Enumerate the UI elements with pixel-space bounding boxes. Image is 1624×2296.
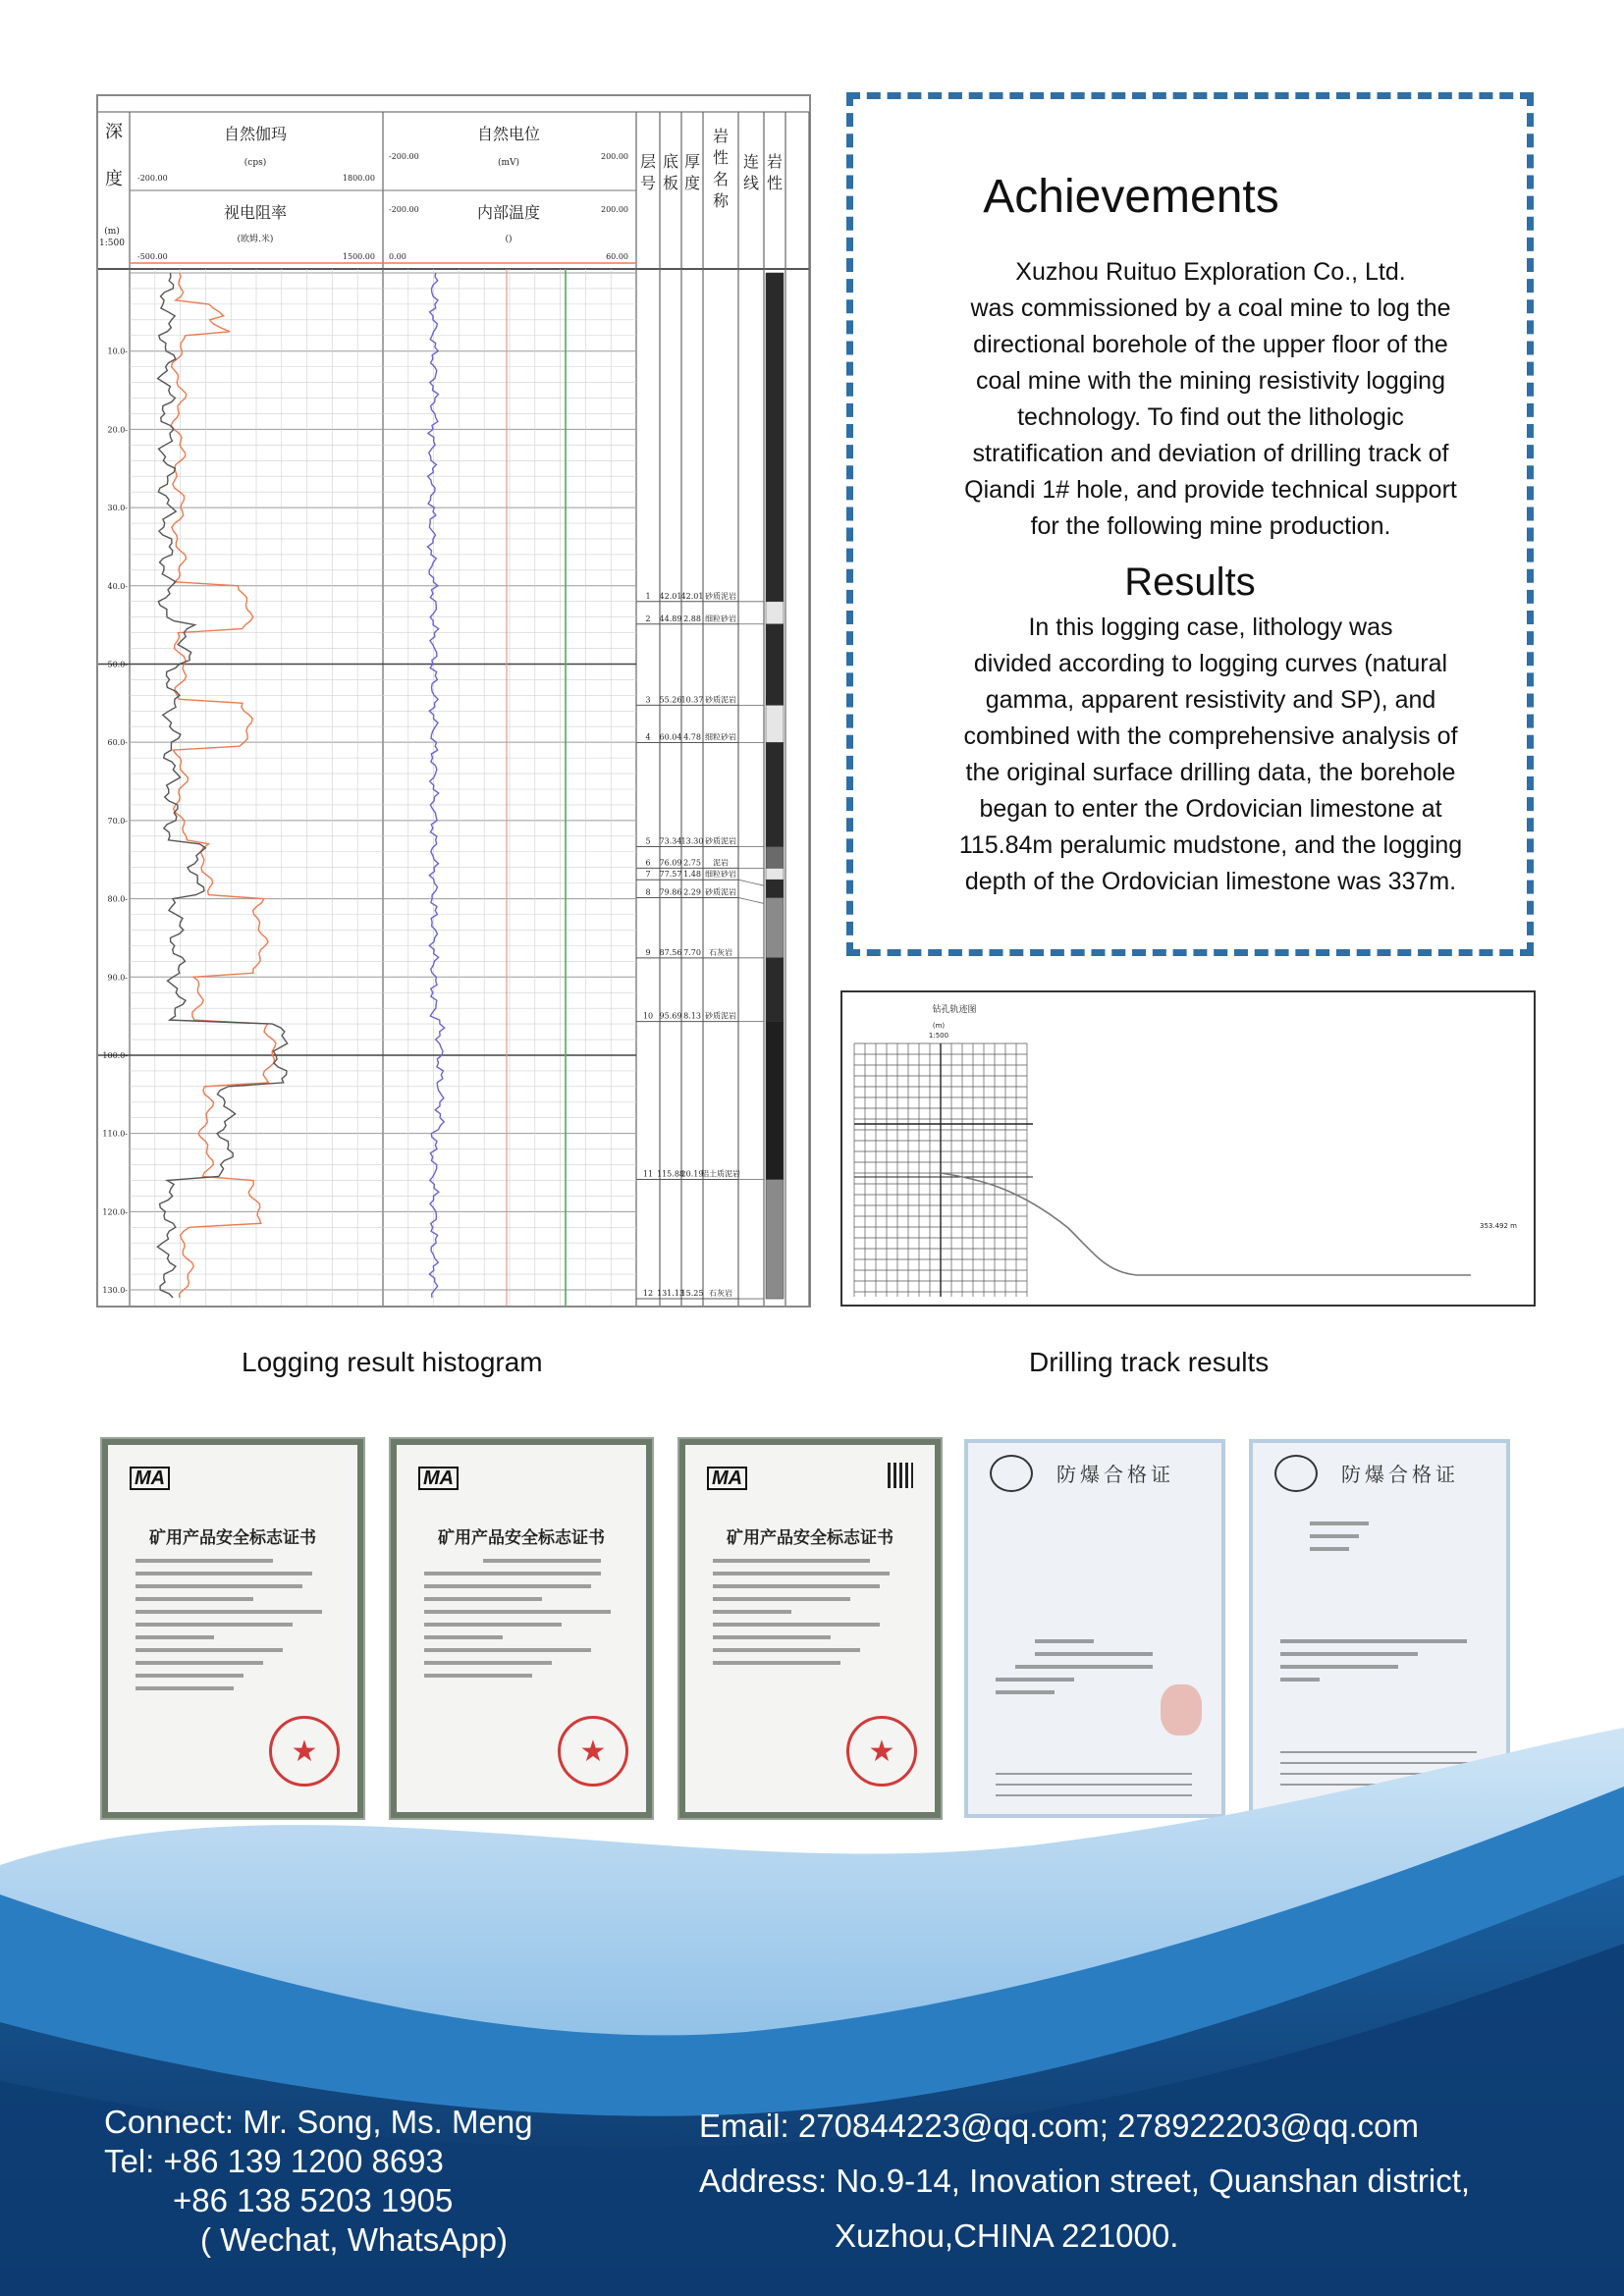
- layer-thick: 20.19: [680, 1169, 704, 1179]
- depth-header: 深: [105, 122, 123, 142]
- results-line: the original surface drilling data, the borehole: [965, 759, 1456, 786]
- column-header-lithology_name: 名: [712, 170, 730, 188]
- depth-tick-label: 70.0-: [107, 816, 128, 826]
- certificate-text-lines: [1280, 1522, 1477, 1560]
- depth-tick-label: 50.0-: [107, 660, 128, 669]
- temp-min: 0.00: [389, 252, 406, 261]
- column-header-connect: 连: [742, 152, 760, 171]
- layer-no: 8: [645, 887, 651, 897]
- layer-name: 砂质泥岩: [705, 836, 736, 846]
- resistivity-unit: (欧姆.米): [237, 235, 274, 244]
- logging-histogram: [96, 94, 811, 1308]
- results-text: [906, 610, 1515, 900]
- layer-bottom: 76.09: [659, 858, 682, 868]
- layer-no: 10: [642, 1011, 654, 1021]
- sp-curve: [427, 273, 444, 1298]
- track-title: 钻孔轨迹图: [932, 1005, 977, 1015]
- achievements-title: Achievements: [983, 171, 1279, 223]
- temp-max: 60.00: [606, 252, 628, 261]
- layer-no: 12: [642, 1289, 654, 1299]
- achievements-line: Qiandi 1# hole, and provide technical support: [964, 476, 1457, 504]
- depth-tick-label: 110.0-: [102, 1129, 128, 1139]
- certificate-title: 矿用产品安全标志证书: [727, 1528, 893, 1548]
- results-line: depth of the Ordovician limestone was 337m.: [964, 868, 1457, 895]
- column-header-thickness: 度: [683, 174, 701, 192]
- results-line: 115.84m peralumic mudstone, and the logging: [958, 831, 1463, 859]
- gamma-curve: [171, 273, 276, 1298]
- layer-bottom: 42.01: [659, 591, 682, 601]
- temp-min-a: -200.00: [389, 205, 419, 214]
- lithology-pattern: [766, 958, 784, 1022]
- column-header-thickness: 厚: [683, 152, 701, 171]
- contact-names: Connect: Mr. Song, Ms. Meng: [104, 2104, 533, 2140]
- results-line: gamma, apparent resistivity and SP), and: [985, 686, 1436, 714]
- column-header-lithology_name: 称: [712, 191, 730, 210]
- depth-unit: (m): [104, 227, 120, 237]
- layer-name: 砂质泥岩: [705, 695, 736, 705]
- results-line: In this logging case, lithology was: [1028, 614, 1393, 641]
- address-line-2: Xuzhou,CHINA 221000.: [835, 2217, 1179, 2254]
- messaging-apps: ( Wechat, WhatsApp): [200, 2221, 509, 2258]
- layer-no: 6: [645, 858, 651, 868]
- track-end-label: 353.492 m: [1480, 1222, 1517, 1230]
- explosion-proof-logo-icon: [1274, 1455, 1318, 1492]
- address-line-1: Address: No.9-14, Inovation street, Quanshan district,: [699, 2163, 1471, 2199]
- connect-line: [738, 897, 764, 903]
- resistivity-min: -500.00: [137, 252, 168, 261]
- results-line: combined with the comprehensive analysis of: [963, 722, 1458, 750]
- depth-header: 度: [105, 169, 123, 189]
- logging-histogram-svg: [98, 96, 813, 1309]
- qr-code-icon: [888, 1463, 913, 1488]
- depth-tick-label: 20.0-: [107, 425, 128, 435]
- layer-no: 3: [645, 695, 651, 705]
- column-header-layer: 层: [639, 152, 657, 171]
- ma-logo: MA: [130, 1467, 170, 1490]
- gamma-unit: (cps): [244, 158, 267, 168]
- layer-name: 细粒砂岩: [705, 870, 736, 880]
- depth-tick-label: 100.0-: [102, 1050, 128, 1060]
- depth-tick-label: 40.0-: [107, 581, 128, 591]
- layer-name: 砂质泥岩: [705, 591, 736, 601]
- histogram-caption: Logging result histogram: [242, 1347, 543, 1377]
- layer-name: 泥岩: [713, 858, 729, 868]
- temp-label: 内部温度: [476, 203, 541, 222]
- sp-max: 200.00: [601, 152, 628, 161]
- resistivity-label: 视电阻率: [223, 203, 288, 222]
- ma-logo: MA: [707, 1467, 747, 1490]
- layer-name: 石灰岩: [709, 1289, 732, 1299]
- layer-no: 4: [645, 732, 651, 742]
- ma-logo: MA: [418, 1467, 459, 1490]
- depth-tick-label: 130.0-: [102, 1286, 128, 1296]
- layer-no: 7: [645, 870, 651, 880]
- achievements-text: [906, 254, 1515, 545]
- achievements-line: directional borehole of the upper floor of the: [973, 331, 1448, 358]
- layer-bottom: 87.56: [659, 947, 682, 957]
- column-header-lithology: 性: [766, 174, 784, 192]
- achievements-line: stratification and deviation of drilling track of: [972, 440, 1449, 467]
- layer-thick: 13.30: [680, 836, 704, 846]
- lithology-pattern: [766, 742, 784, 846]
- email-addresses: Email: 270844223@qq.com; 278922203@qq.com: [699, 2108, 1419, 2144]
- resistivity-max: 1500.00: [342, 252, 375, 261]
- temp-max-a: 200.00: [601, 205, 628, 214]
- layer-bottom: 60.04: [659, 732, 682, 742]
- certificate-title: 矿用产品安全标志证书: [149, 1528, 316, 1548]
- layer-thick: 2.75: [683, 858, 701, 868]
- layer-bottom: 55.26: [659, 695, 682, 705]
- certificate-title: 防爆合格证: [1056, 1463, 1174, 1486]
- layer-no: 5: [645, 836, 651, 846]
- layer-name: 砂质泥岩: [705, 1011, 736, 1021]
- layer-thick: 2.29: [683, 887, 701, 897]
- layer-thick: 2.88: [683, 614, 701, 623]
- sp-unit: (mV): [497, 158, 520, 168]
- layer-bottom: 44.89: [659, 614, 682, 623]
- layer-no: 2: [645, 614, 651, 623]
- resistivity-curve: [157, 273, 287, 1298]
- lithology-pattern: [766, 868, 784, 880]
- column-header-connect: 线: [742, 174, 760, 192]
- results-line: began to enter the Ordovician limestone at: [979, 795, 1442, 823]
- layer-bottom: 79.86: [659, 887, 682, 897]
- layer-name: 细粒砂岩: [705, 732, 736, 742]
- layer-name: 砂质泥岩: [705, 887, 736, 897]
- lithology-pattern: [766, 602, 784, 624]
- certificate-title: 矿用产品安全标志证书: [438, 1528, 605, 1548]
- layer-bottom: 73.34: [659, 836, 682, 846]
- column-header-lithology_name: 岩: [712, 127, 730, 145]
- depth-tick-label: 90.0-: [107, 973, 128, 983]
- track-caption: Drilling track results: [1029, 1347, 1270, 1377]
- layer-name: 细粒砂岩: [705, 614, 736, 623]
- column-header-lithology_name: 性: [712, 148, 730, 167]
- layer-bottom: 77.57: [659, 870, 682, 880]
- depth-tick-label: 10.0-: [107, 347, 128, 356]
- lithology-pattern: [766, 897, 784, 957]
- connect-line: [738, 880, 764, 885]
- drilling-track-curve: [941, 1173, 1471, 1275]
- column-header-layer: 号: [639, 174, 657, 192]
- layer-name: 铝土质泥岩: [701, 1169, 740, 1179]
- lithology-pattern: [766, 1022, 784, 1180]
- certificate-text-lines-2: [1280, 1639, 1477, 1690]
- depth-unit: 1:500: [99, 239, 125, 248]
- lithology-pattern: [766, 846, 784, 868]
- layer-no: 11: [642, 1169, 654, 1179]
- gamma-max: 1800.00: [342, 174, 375, 183]
- achievements-line: technology. To find out the lithologic: [1017, 403, 1404, 431]
- achievements-line: for the following mine production.: [1030, 512, 1391, 540]
- layer-no: 9: [645, 947, 651, 957]
- gamma-min: -200.00: [137, 174, 168, 183]
- layer-no: 1: [645, 591, 651, 601]
- column-header-bottom: 底: [662, 152, 679, 171]
- layer-bottom: 115.88: [657, 1169, 684, 1179]
- track-scale: 1:500: [928, 1032, 949, 1040]
- lithology-pattern: [766, 273, 784, 602]
- layer-bottom: 131.13: [657, 1289, 684, 1299]
- certificate-title: 防爆合格证: [1341, 1463, 1459, 1486]
- achievements-line: Xuzhou Ruituo Exploration Co., Ltd.: [1015, 258, 1406, 286]
- column-header-bottom: 板: [662, 174, 679, 192]
- lithology-pattern: [766, 705, 784, 742]
- depth-tick-label: 80.0-: [107, 894, 128, 904]
- lithology-pattern: [766, 880, 784, 897]
- track-unit: (m): [932, 1022, 946, 1030]
- lithology-pattern: [766, 624, 784, 706]
- layer-name: 石灰岩: [709, 947, 732, 957]
- explosion-proof-logo-icon: [990, 1455, 1033, 1492]
- column-header-lithology: 岩: [766, 152, 784, 171]
- achievements-box: [846, 92, 1534, 956]
- depth-tick-label: 30.0-: [107, 504, 128, 513]
- certificate-text-lines: [135, 1559, 332, 1699]
- phone-1: Tel: +86 139 1200 8693: [104, 2143, 444, 2179]
- drilling-track-svg: [842, 992, 1534, 1305]
- results-line: divided according to logging curves (natural: [973, 650, 1448, 677]
- gamma-label: 自然伽玛: [223, 125, 288, 143]
- sp-label: 自然电位: [476, 125, 541, 143]
- achievements-line: coal mine with the mining resistivity logging: [976, 367, 1445, 395]
- drilling-track-chart: [840, 990, 1536, 1307]
- layer-thick: 1.48: [683, 870, 701, 880]
- depth-tick-label: 120.0-: [102, 1207, 128, 1217]
- temp-unit: (): [505, 235, 513, 244]
- achievements-line: was commissioned by a coal mine to log the: [970, 294, 1451, 322]
- phone-2: +86 138 5203 1905: [173, 2182, 454, 2218]
- certificate-text-lines: [424, 1559, 621, 1686]
- results-title: Results: [1124, 561, 1256, 604]
- layer-thick: 42.01: [680, 591, 704, 601]
- depth-tick-label: 60.0-: [107, 738, 128, 748]
- layer-thick: 15.25: [680, 1289, 704, 1299]
- layer-bottom: 95.69: [659, 1011, 682, 1021]
- lithology-pattern: [766, 1180, 784, 1300]
- layer-thick: 7.70: [683, 947, 701, 957]
- layer-thick: 4.78: [683, 732, 701, 742]
- layer-thick: 8.13: [683, 1011, 701, 1021]
- certificate-text-lines: [713, 1559, 909, 1674]
- sp-min: -200.00: [389, 152, 419, 161]
- layer-thick: 10.37: [680, 695, 704, 705]
